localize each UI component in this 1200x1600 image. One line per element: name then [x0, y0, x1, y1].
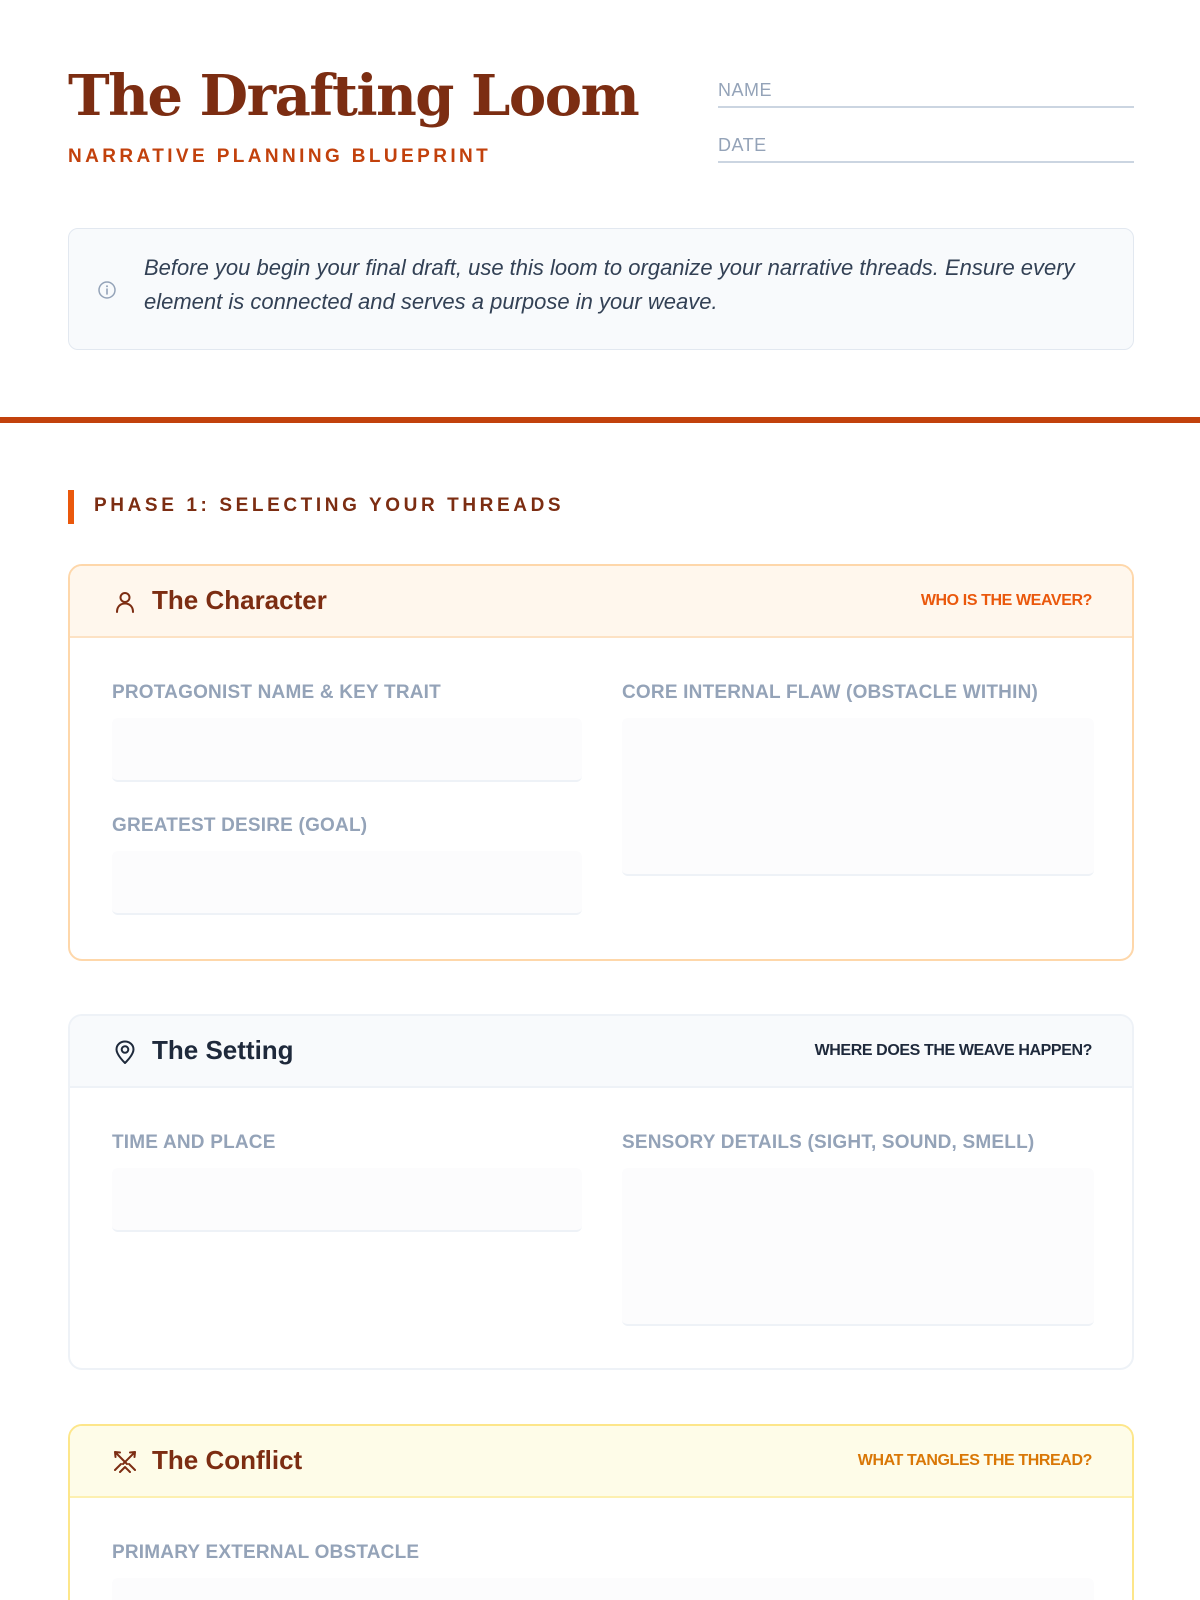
obstacle-input[interactable]	[112, 1578, 1094, 1600]
section-divider	[0, 417, 1200, 423]
info-icon	[97, 280, 117, 300]
setting-card	[68, 1014, 1134, 1370]
setting-card-question: WHERE DOES THE WEAVE HAPPEN?	[814, 1042, 1092, 1059]
date-label: DATE	[718, 135, 767, 155]
name-field[interactable]	[718, 72, 1134, 108]
protagonist-input[interactable]	[112, 718, 582, 782]
map-pin-icon	[112, 1039, 138, 1065]
phase-accent-bar	[68, 490, 74, 524]
crossed-swords-icon	[112, 1449, 138, 1475]
setting-card-header	[70, 1016, 1132, 1088]
phase-label: PHASE 1: SELECTING YOUR THREADS	[94, 495, 565, 516]
conflict-card-question: WHAT TANGLES THE THREAD?	[857, 1452, 1092, 1469]
name-label: NAME	[718, 80, 773, 100]
page-header	[68, 64, 1134, 174]
conflict-card-header	[70, 1426, 1132, 1498]
sensory-input[interactable]	[622, 1168, 1094, 1326]
sensory-label: SENSORY DETAILS (SIGHT, SOUND, SMELL)	[622, 1132, 1035, 1153]
user-icon	[112, 589, 138, 615]
info-text: Before you begin your final draft, use this loom to organize your narrative threads. Ensure every element is connected and serves a purpose in your weave.	[144, 255, 1075, 314]
setting-card-title: The Setting	[152, 1035, 294, 1065]
obstacle-label: PRIMARY EXTERNAL OBSTACLE	[112, 1542, 420, 1563]
desire-input[interactable]	[112, 851, 582, 915]
protagonist-label: PROTAGONIST NAME & KEY TRAIT	[112, 682, 441, 703]
desire-label: GREATEST DESIRE (GOAL)	[112, 815, 368, 836]
character-card-header	[70, 566, 1132, 638]
page-title: The Drafting Loom	[68, 63, 639, 129]
time-place-label: TIME AND PLACE	[112, 1132, 276, 1153]
date-field[interactable]	[718, 127, 1134, 163]
page-subtitle: NARRATIVE PLANNING BLUEPRINT	[68, 146, 492, 167]
flaw-input[interactable]	[622, 718, 1094, 876]
flaw-label: CORE INTERNAL FLAW (OBSTACLE WITHIN)	[622, 682, 1039, 703]
character-card	[68, 564, 1134, 961]
conflict-card-title: The Conflict	[152, 1445, 303, 1475]
character-card-question: WHO IS THE WEAVER?	[920, 592, 1092, 609]
info-callout	[68, 228, 1134, 350]
conflict-card	[68, 1424, 1134, 1600]
character-card-title: The Character	[152, 585, 327, 615]
time-place-input[interactable]	[112, 1168, 582, 1232]
